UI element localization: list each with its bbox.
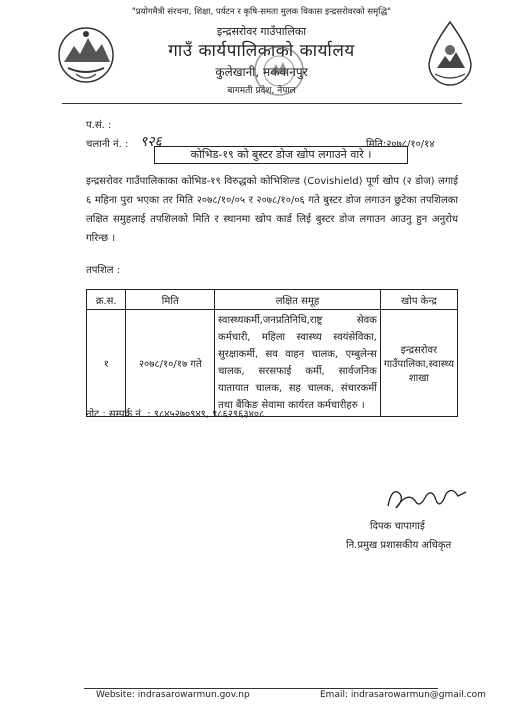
- row-sn: १: [87, 310, 126, 417]
- letter-date: मिति:२०७८/१०/१४: [366, 139, 435, 150]
- schedule-table: [86, 289, 458, 417]
- column-header-sn: क्र.स.: [87, 290, 126, 310]
- municipality-name: इन्द्रसरोवर गाउँपालिका: [216, 25, 307, 38]
- details-label: तपशिल :: [86, 265, 121, 276]
- municipality-logo: [423, 20, 478, 92]
- footer-divider: [84, 688, 438, 689]
- row-date: २०७८/१०/१७ गते: [126, 310, 215, 417]
- column-header-target-group: लक्षित समूह: [215, 290, 381, 310]
- office-name: गाउँ कार्यपालिकाको कार्यालय: [168, 41, 355, 61]
- signatory-title: नि.प्रमुख प्रशासकीय अधिकृत: [346, 540, 452, 551]
- contact-note: नोट : सम्पर्क नं. : ९८४५२७०९४९, ९८६२९६३४०८: [86, 409, 265, 420]
- office-location: कुलेखानी, मकवानपुर: [215, 65, 308, 79]
- letter-subject: कोभिड-१९ को बुस्टर डोज खोप लगाउने वारे ।: [154, 146, 408, 164]
- signatory-name: दिपक चापागाई: [370, 521, 425, 532]
- tagline: "प्रयोगमैत्री संरचना, शिक्षा, पर्यटन र कृषि-समता मुलक विकास इन्द्रसरोवरको समृद्धि": [131, 7, 392, 17]
- province-name: बागमती प्रदेश, नेपाल: [227, 86, 296, 96]
- office-stamp: [252, 44, 306, 98]
- header-divider: [62, 103, 462, 104]
- row-target-group: स्वास्थ्यकर्मी,जनप्रतिनिधि,राष्ट्र सेवक कर्मचारी, महिला स्वास्थ्य स्वयंसेविका, सुरक्षाकर्मी, सव वाहन चालक, एम्बुलेन्स चालक, सरसफाई कर्मी, सार्वजनिक यातायात चालक, सह चालक, संचारकर्मी तथा बैंकिङ सेवामा कार्यरत कर्मचारीहरु ।: [215, 310, 381, 417]
- column-header-vaccination-center: खोप केन्द्र: [380, 290, 457, 310]
- dispatch-label: चलानी नं. :: [86, 139, 129, 150]
- column-header-date: मिति: [126, 290, 215, 310]
- table-row: [87, 310, 458, 417]
- footer-website: Website: indrasarowarmun.gov.np: [96, 690, 250, 700]
- dispatch-number: ९२६: [140, 134, 162, 150]
- reference-label: प.सं. :: [86, 120, 112, 131]
- handwritten-signature: [382, 480, 472, 516]
- row-vaccination-center: इन्द्रसरोवर गाउँपालिका,स्वास्थ्य शाखा: [380, 310, 457, 417]
- footer-email: Email: indrasarowarmun@gmail.com: [320, 690, 486, 700]
- letter-body: इन्द्रसरोवर गाउँपालिकाका कोभिड-१९ विरुद्धको कोभिशिल्ड (Covishield) पूर्ण खोप (२ डोज) लगाई ६ महिना पुरा भएका तर मिति २०७८/१०/०५ र २०७८/१०/०६ गते बुस्टर डोज लगाउन छुटेका तपशिलका लक्षित समुहलाई तपशिलको मिति र स्थानमा खोप कार्ड लिई बुस्टर डोज लगाउन आउनु हुन अनुरोध गरिन्छ ।: [86, 176, 458, 244]
